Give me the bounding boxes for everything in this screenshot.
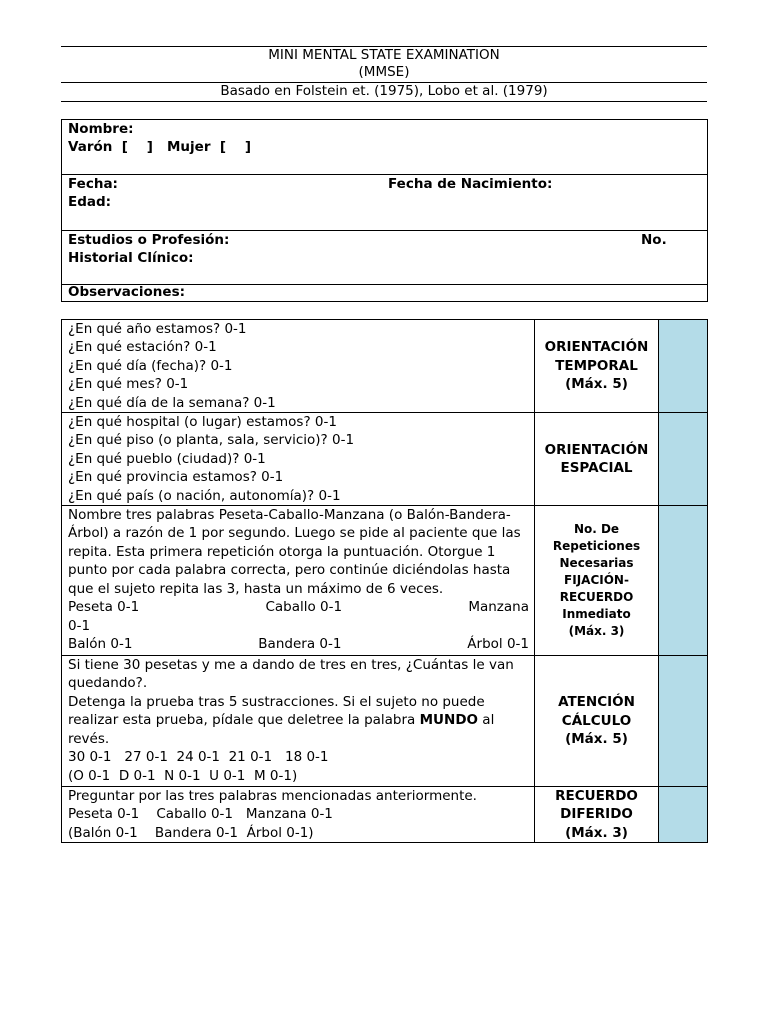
question-pais: ¿En qué país (o nación, autonomía)? 0-1 [68, 487, 341, 504]
document-title: MINI MENTAL STATE EXAMINATION [268, 47, 500, 63]
historial-label: Historial Clínico: [68, 250, 194, 266]
atencion-instruction-post: al revés. [68, 712, 495, 747]
category-line: (Máx. 5) [565, 731, 628, 748]
category-line: Necesarias [559, 556, 634, 571]
category-line: No. De [573, 522, 620, 537]
category-line: ORIENTACIÓN [544, 441, 649, 458]
edad-label: Edad: [68, 194, 112, 210]
question-estacion: ¿En qué estación? 0-1 [68, 339, 217, 356]
basis-rule [61, 101, 707, 102]
word-bandera: Bandera 0-1 [258, 635, 342, 652]
section-atencion-calculo [62, 656, 708, 787]
fecha-nacimiento-label: Fecha de Nacimiento: [388, 176, 553, 192]
category-line: (Máx. 3) [565, 824, 628, 841]
word-set-b [68, 635, 529, 653]
section-orientacion-espacial [62, 413, 708, 506]
question-dia-fecha: ¿En qué día (fecha)? 0-1 [68, 357, 233, 374]
fecha-label: Fecha: [68, 176, 118, 192]
question-provincia: ¿En qué provincia estamos? 0-1 [68, 469, 284, 486]
score-field-atencion[interactable] [659, 656, 708, 787]
exam-table [61, 319, 708, 843]
atencion-instruction-pre: Detenga la prueba tras 5 sustracciones. Si el sujeto no puede realizar esta prueba, pídale que deletree la palabra [68, 693, 485, 729]
category-line: Repeticiones [552, 539, 641, 554]
patient-row-dates [62, 175, 707, 231]
question-mes: ¿En qué mes? 0-1 [68, 376, 189, 393]
category-line: RECUERDO [559, 590, 634, 605]
score-field-fijacion[interactable] [659, 506, 708, 656]
category-line: DIFERIDO [560, 806, 633, 823]
patient-row-studies [62, 231, 707, 285]
category-line: (Máx. 5) [565, 376, 628, 393]
patient-info-box [61, 119, 708, 302]
category-line: Inmediato [562, 607, 631, 622]
estudios-label: Estudios o Profesión: [68, 232, 230, 248]
question-dia-semana: ¿En qué día de la semana? 0-1 [68, 394, 276, 411]
recuerdo-words-a: Peseta 0-1 Caballo 0-1 Manzana 0-1 [68, 806, 333, 823]
question-pueblo: ¿En qué pueblo (ciudad)? 0-1 [68, 450, 266, 467]
no-label: No. [641, 232, 667, 248]
observaciones-label: Observaciones: [68, 284, 186, 300]
question-piso: ¿En qué piso (o planta, sala, servicio)? 0-1 [68, 432, 355, 449]
category-line: ESPACIAL [560, 460, 633, 477]
patient-row-name [62, 120, 707, 175]
temporal-questions [62, 320, 535, 413]
category-atencion-calculo [535, 656, 659, 787]
category-recuerdo-diferido [535, 787, 659, 843]
atencion-question: Si tiene 30 pesetas y me a dando de tres en tres, ¿Cuántas le van quedando?. [68, 657, 514, 692]
section-recuerdo-diferido [62, 787, 708, 843]
category-line: ATENCIÓN [558, 694, 635, 711]
atencion-text [62, 656, 535, 787]
nombre-label: Nombre: [68, 121, 134, 137]
category-line: RECUERDO [555, 788, 638, 805]
patient-row-observations [62, 285, 707, 301]
score-field-recuerdo[interactable] [659, 787, 708, 843]
fijacion-instruction: Nombre tres palabras Peseta-Caballo-Manzana (o Balón-Bandera-Árbol) a razón de 1 por segundo. Luego se pide al paciente que las repita. Esta primera repetición otorga la puntuación. Otorgue 1 punto por cada palabra correcta, pero continúe diciéndolas hasta que el sujeto repita las 3, hasta un máximo de 6 veces. [68, 507, 521, 597]
category-orientacion-espacial [535, 413, 659, 506]
recuerdo-words-b: (Balón 0-1 Bandera 0-1 Árbol 0-1) [68, 824, 314, 841]
category-orientacion-temporal [535, 320, 659, 413]
document-abbreviation: (MMSE) [358, 64, 410, 80]
recuerdo-instruction: Preguntar por las tres palabras mencionadas anteriormente. [68, 788, 477, 805]
category-line: ORIENTACIÓN [544, 339, 649, 356]
category-fijacion-recuerdo [535, 506, 659, 656]
word-caballo: Caballo 0-1 [265, 599, 343, 616]
word-manzana: Manzana [468, 599, 529, 616]
score-field-espacial[interactable] [659, 413, 708, 506]
word-mundo: MUNDO [419, 712, 479, 729]
category-line: CÁLCULO [561, 712, 632, 729]
section-fijacion-recuerdo [62, 506, 708, 656]
atencion-instruction [68, 693, 529, 748]
word-manzana-score: 0-1 [68, 617, 91, 634]
section-orientacion-temporal [62, 320, 708, 413]
recuerdo-text [62, 787, 535, 843]
word-balon: Balón 0-1 [68, 635, 133, 652]
fijacion-text [62, 506, 535, 656]
espacial-questions [62, 413, 535, 506]
score-field-temporal[interactable] [659, 320, 708, 413]
question-ano: ¿En qué año estamos? 0-1 [68, 321, 247, 337]
subtraction-scores: 30 0-1 27 0-1 24 0-1 21 0-1 18 0-1 [68, 749, 329, 766]
word-set-a [68, 598, 529, 616]
question-hospital: ¿En qué hospital (o lugar) estamos? 0-1 [68, 414, 337, 431]
mundo-letter-scores: (O 0-1 D 0-1 N 0-1 U 0-1 M 0-1) [68, 767, 298, 784]
word-arbol: Árbol 0-1 [467, 635, 529, 652]
category-line: (Máx. 3) [568, 624, 625, 639]
sex-checkboxes: Varón [ ] Mujer [ ] [68, 139, 252, 155]
category-line: FIJACIÓN- [564, 573, 629, 588]
word-peseta: Peseta 0-1 [68, 599, 140, 616]
category-line: TEMPORAL [555, 357, 638, 374]
document-basis: Basado en Folstein et. (1975), Lobo et al. (1979) [220, 83, 548, 99]
